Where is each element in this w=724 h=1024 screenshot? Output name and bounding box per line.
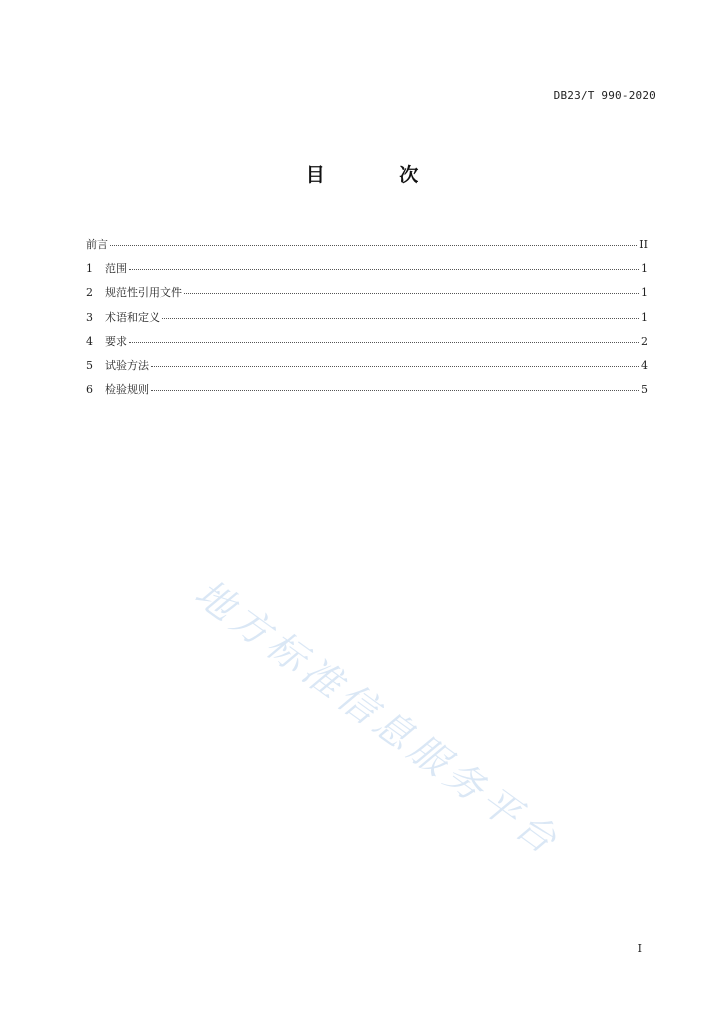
page-number: I [637, 942, 642, 955]
toc-entry-normative-references[interactable] [86, 284, 648, 308]
toc-entry-page: 1 [641, 310, 648, 324]
toc-entry-foreword[interactable] [86, 236, 648, 260]
toc-entry-page: 1 [641, 262, 648, 276]
toc-entry-scope[interactable] [86, 260, 648, 284]
toc-entry-page: 4 [641, 358, 648, 372]
toc-dot-leader [129, 342, 639, 343]
toc-dot-leader [110, 245, 637, 246]
toc-entry-label: 检验规则 [105, 383, 149, 397]
toc-entry-label: 前言 [86, 238, 108, 251]
toc-entry-inspection-rules[interactable] [86, 381, 648, 405]
toc-entry-page: 2 [641, 334, 648, 348]
toc-list [86, 236, 648, 405]
toc-entry-requirements[interactable] [86, 333, 648, 357]
toc-entry-page: 1 [641, 286, 648, 300]
toc-entry-label: 试验方法 [105, 358, 149, 372]
toc-entry-label: 规范性引用文件 [105, 286, 182, 300]
toc-entry-number: 2 [86, 286, 93, 300]
toc-entry-page: 5 [641, 383, 648, 397]
toc-dot-leader [151, 366, 639, 367]
toc-dot-leader [151, 390, 639, 391]
toc-entry-number: 3 [86, 310, 93, 324]
toc-entry-label: 术语和定义 [105, 310, 160, 324]
watermark: 地方标准信息服务平台 [187, 570, 569, 865]
toc-dot-leader [184, 293, 639, 294]
toc-entry-label: 范围 [105, 262, 127, 276]
toc-entry-number: 6 [86, 383, 93, 397]
toc-entry-page: II [639, 238, 648, 251]
toc-dot-leader [129, 269, 639, 270]
toc-entry-number: 1 [86, 262, 93, 276]
toc-entry-number: 4 [86, 334, 93, 348]
document-code: DB23/T 990-2020 [553, 89, 656, 102]
toc-entry-label: 要求 [105, 334, 127, 348]
toc-title: 目 次 [305, 164, 453, 186]
toc-entry-number: 5 [86, 358, 93, 372]
toc-entry-terms-definitions[interactable] [86, 309, 648, 333]
toc-dot-leader [162, 318, 639, 319]
toc-entry-test-methods[interactable] [86, 357, 648, 381]
